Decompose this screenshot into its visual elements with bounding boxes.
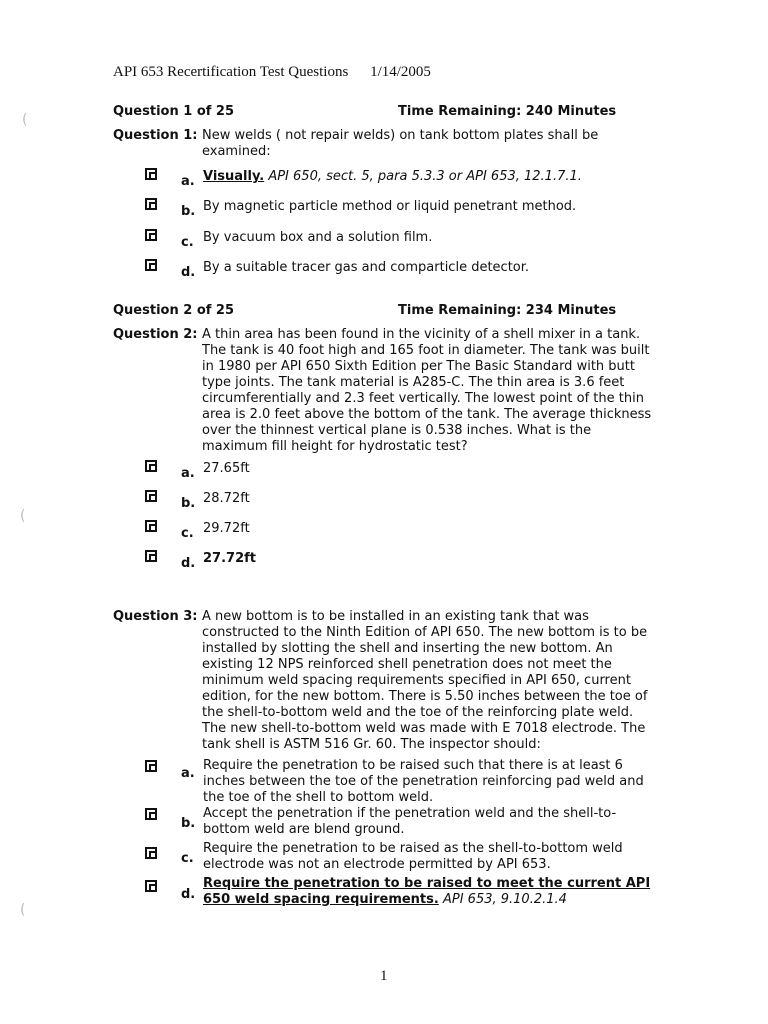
question-2-text: A thin area has been found in the vicinity of a shell mixer in a tank. The tank is 40 foot high and 165 foot in diameter. The tank was built in 1980 per API 650 Sixth Edition per The Basic Standard with butt type joints. The tank material is A285-C. The thin area is 3.6 feet circumferentially and 2.3 feet vertically. The lowest point of the thin area is 2.0 feet above the bottom of the tank. The average thickness over the thinnest vertical plane is 0.538 inches. What is the maximum fill height for hydrostatic test? [202, 327, 652, 454]
page-header [113, 64, 431, 81]
checkbox-icon[interactable] [145, 550, 157, 562]
correct-answer: 27.72ft [203, 551, 256, 566]
checkbox-icon[interactable] [145, 259, 157, 271]
option-letter: c. [181, 235, 194, 250]
option-letter: d. [181, 887, 196, 902]
option-text: 29.72ft [203, 521, 250, 536]
question-1-time-remaining: Time Remaining: 240 Minutes [398, 104, 617, 119]
option-text [203, 876, 658, 908]
option-text: Require the penetration to be raised as the shell-to-bottom weld electrode was not an electrode permitted by API 653. [203, 841, 623, 872]
scan-mark: ( [22, 112, 28, 128]
scan-mark: ( [20, 902, 26, 918]
option-letter: b. [181, 496, 196, 511]
option-text: 28.72ft [203, 491, 250, 506]
document-title: API 653 Recertification Test Questions [113, 64, 349, 80]
option-text: By magnetic particle method or liquid penetrant method. [203, 199, 577, 214]
question-2-time-remaining: Time Remaining: 234 Minutes [398, 303, 617, 318]
question-1-counter: Question 1 of 25 [113, 104, 235, 119]
question-1-header [113, 104, 617, 119]
checkbox-icon[interactable] [145, 760, 157, 772]
question-2-counter: Question 2 of 25 [113, 303, 235, 318]
option-letter: b. [181, 204, 196, 219]
checkbox-icon[interactable] [145, 229, 157, 241]
checkbox-icon[interactable] [145, 520, 157, 532]
option-text: By vacuum box and a solution film. [203, 230, 433, 245]
question-1-text: New welds ( not repair welds) on tank bottom plates shall be examined: [202, 128, 599, 159]
option-text: Accept the penetration if the penetration weld and the shell-to-bottom weld are blend ground. [203, 806, 617, 837]
scan-mark: ( [20, 508, 26, 524]
checkbox-icon[interactable] [145, 808, 157, 820]
option-text: Require the penetration to be raised such that there is at least 6 inches between the toe of the penetration reinforcing pad weld and the toe of the shell to bottom weld. [203, 758, 644, 805]
answer-reference: API 650, sect. 5, para 5.3.3 or API 653, 12.1.7.1. [268, 169, 582, 184]
checkbox-icon[interactable] [145, 168, 157, 180]
checkbox-icon[interactable] [145, 198, 157, 210]
correct-answer: Visually. [203, 169, 265, 184]
question-3-label: Question 3: [113, 609, 198, 624]
question-2-header [113, 303, 617, 318]
option-text: 27.65ft [203, 461, 250, 476]
option-letter: a. [181, 766, 195, 781]
checkbox-icon[interactable] [145, 460, 157, 472]
option-letter: d. [181, 265, 196, 280]
checkbox-icon[interactable] [145, 880, 157, 892]
question-3-text: A new bottom is to be installed in an existing tank that was constructed to the Ninth Edition of API 650. The new bottom is to be installed by slotting the shell and inserting the new bottom. An existing 12 NPS reinforced shell penetration does not meet the minimum weld spacing requirements specified in API 650, current edition, for the new bottom. There is 5.50 inches between the toe of the shell-to-bottom weld and the toe of the reinforcing plate weld. The new shell-to-bottom weld was made with E 7018 electrode. The tank shell is ASTM 516 Gr. 60. The inspector should: [202, 609, 648, 752]
option-letter: a. [181, 174, 195, 189]
option-letter: a. [181, 466, 195, 481]
question-2-label: Question 2: [113, 327, 198, 342]
checkbox-icon[interactable] [145, 847, 157, 859]
option-text: By a suitable tracer gas and comparticle detector. [203, 260, 530, 275]
option-letter: c. [181, 526, 194, 541]
option-letter: d. [181, 556, 196, 571]
option-text [203, 169, 658, 185]
document-date: 1/14/2005 [370, 64, 431, 80]
answer-reference: API 653, 9.10.2.1.4 [442, 892, 567, 907]
correct-answer: Require the penetration to be raised to meet the current API 650 weld spacing requirements. [203, 876, 651, 907]
page-number: 1 [380, 968, 388, 984]
option-letter: b. [181, 816, 196, 831]
question-1-label: Question 1: [113, 128, 198, 143]
option-letter: c. [181, 851, 194, 866]
checkbox-icon[interactable] [145, 490, 157, 502]
